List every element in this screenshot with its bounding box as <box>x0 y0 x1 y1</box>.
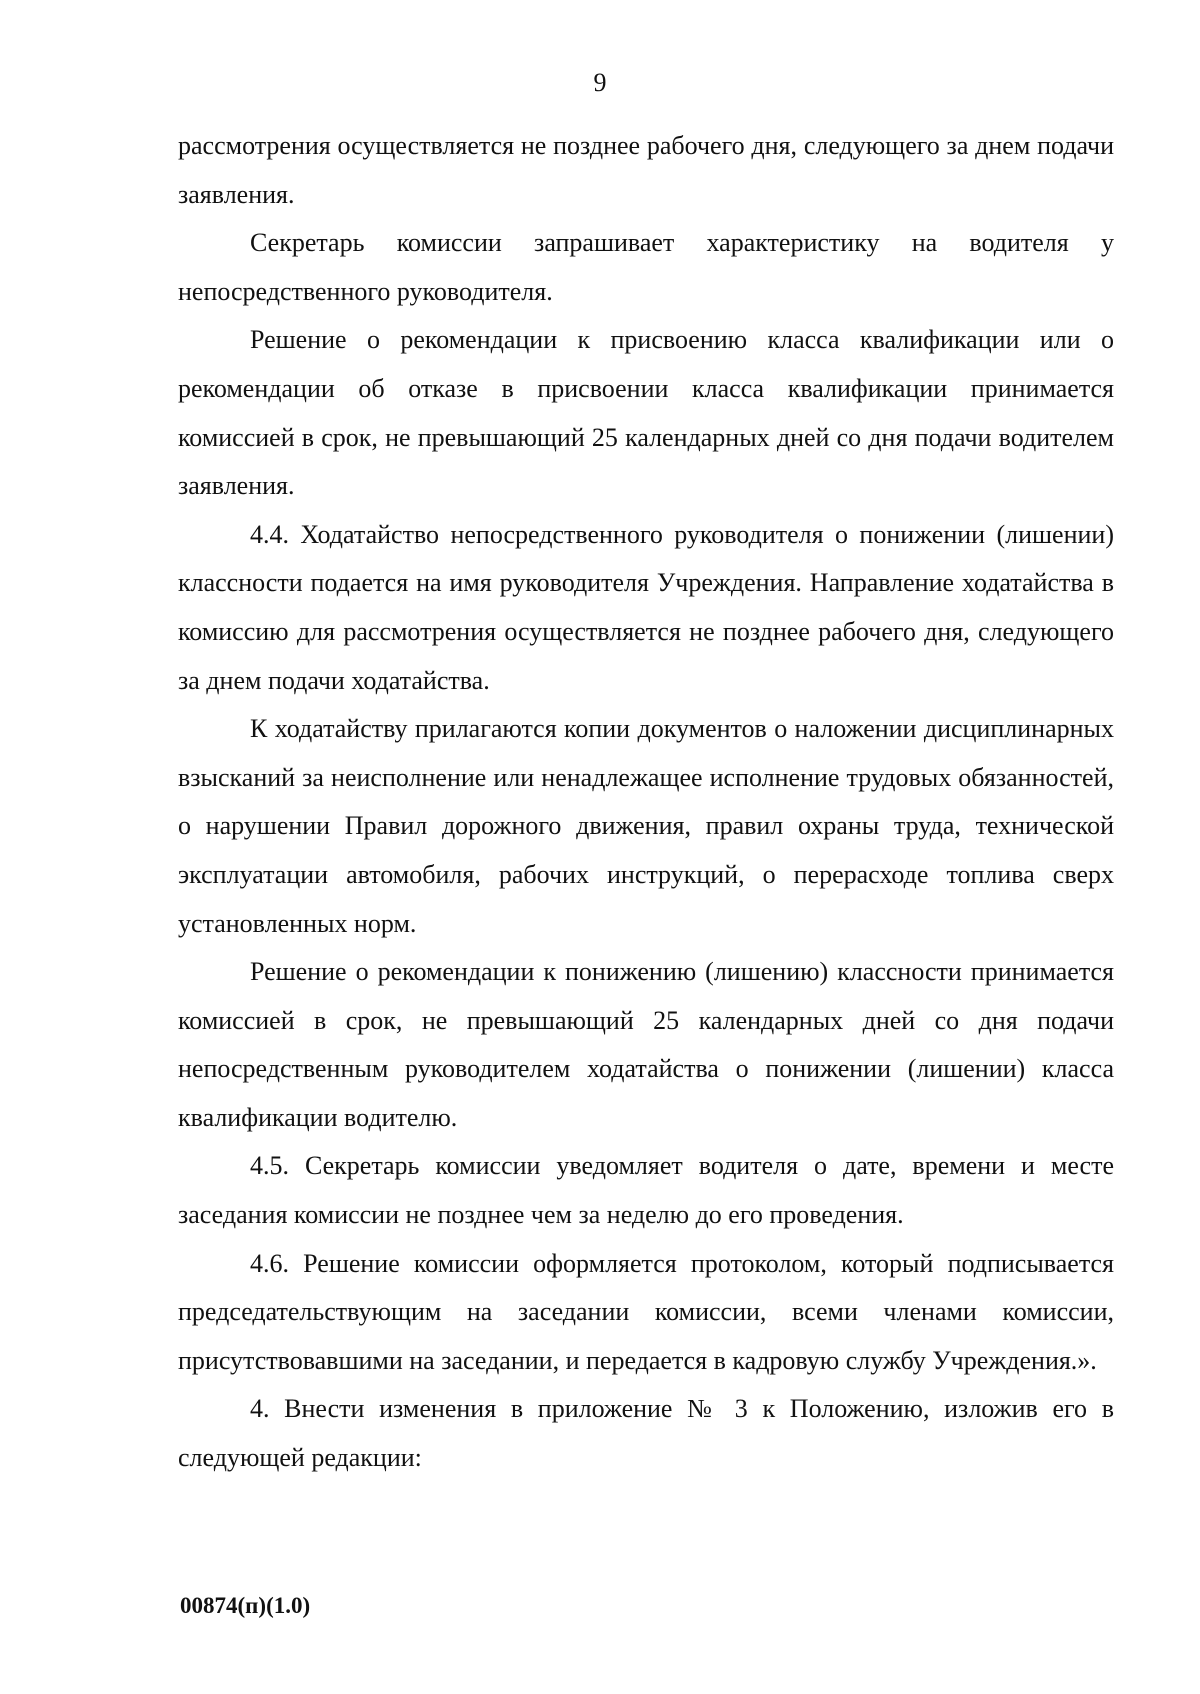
page-number: 9 <box>593 68 607 97</box>
paragraph: 4.4. Ходатайство непосредственного руководителя о понижении (лишении) классности подается на имя руководителя Учреждения. Направление ходатайства в комиссию для рассмотрения осуществляется не позднее рабочего дня, следующего за днем подачи ходатайства. <box>178 519 1114 695</box>
document-body <box>178 122 1114 1483</box>
paragraph: рассмотрения осуществляется не позднее рабочего дня, следующего за днем подачи заявления. <box>178 131 1114 209</box>
paragraph: Секретарь комиссии запрашивает характеристику на водителя у непосредственного руководителя. <box>178 228 1114 306</box>
paragraph: 4. Внести изменения в приложение № 3 к Положению, изложив его в следующей редакции: <box>178 1394 1114 1473</box>
document-code: 00874(п)(1.0) <box>180 1593 311 1618</box>
paragraph: 4.6. Решение комиссии оформляется протоколом, который подписывается председательствующим на заседании комиссии, всеми членами комиссии, присутствовавшими на заседании, и передается в кадровую службу Учреждения.». <box>178 1248 1114 1375</box>
paragraph: Решение о рекомендации к присвоению класса квалификации или о рекомендации об отказе в присвоении класса квалификации принимается комиссией в срок, не превышающий 25 календарных дней со дня подачи водителем заявления. <box>178 325 1114 501</box>
paragraph: Решение о рекомендации к понижению (лишению) классности принимается комиссией в срок, не превышающий 25 календарных дней со дня подачи непосредственным руководителем ходатайства о понижении (лишении) класса квалификации водителю. <box>178 957 1114 1132</box>
paragraph: 4.5. Секретарь комиссии уведомляет водителя о дате, времени и месте заседания комиссии не позднее чем за неделю до его проведения. <box>178 1151 1114 1230</box>
paragraph: К ходатайству прилагаются копии документов о наложении дисциплинарных взысканий за неисполнение или ненадлежащее исполнение трудовых обязанностей, о нарушении Правил дорожного движения, правил охраны труда, технической эксплуатации автомобиля, рабочих инструкций, о перерасходе топлива сверх установленных норм. <box>178 714 1114 938</box>
